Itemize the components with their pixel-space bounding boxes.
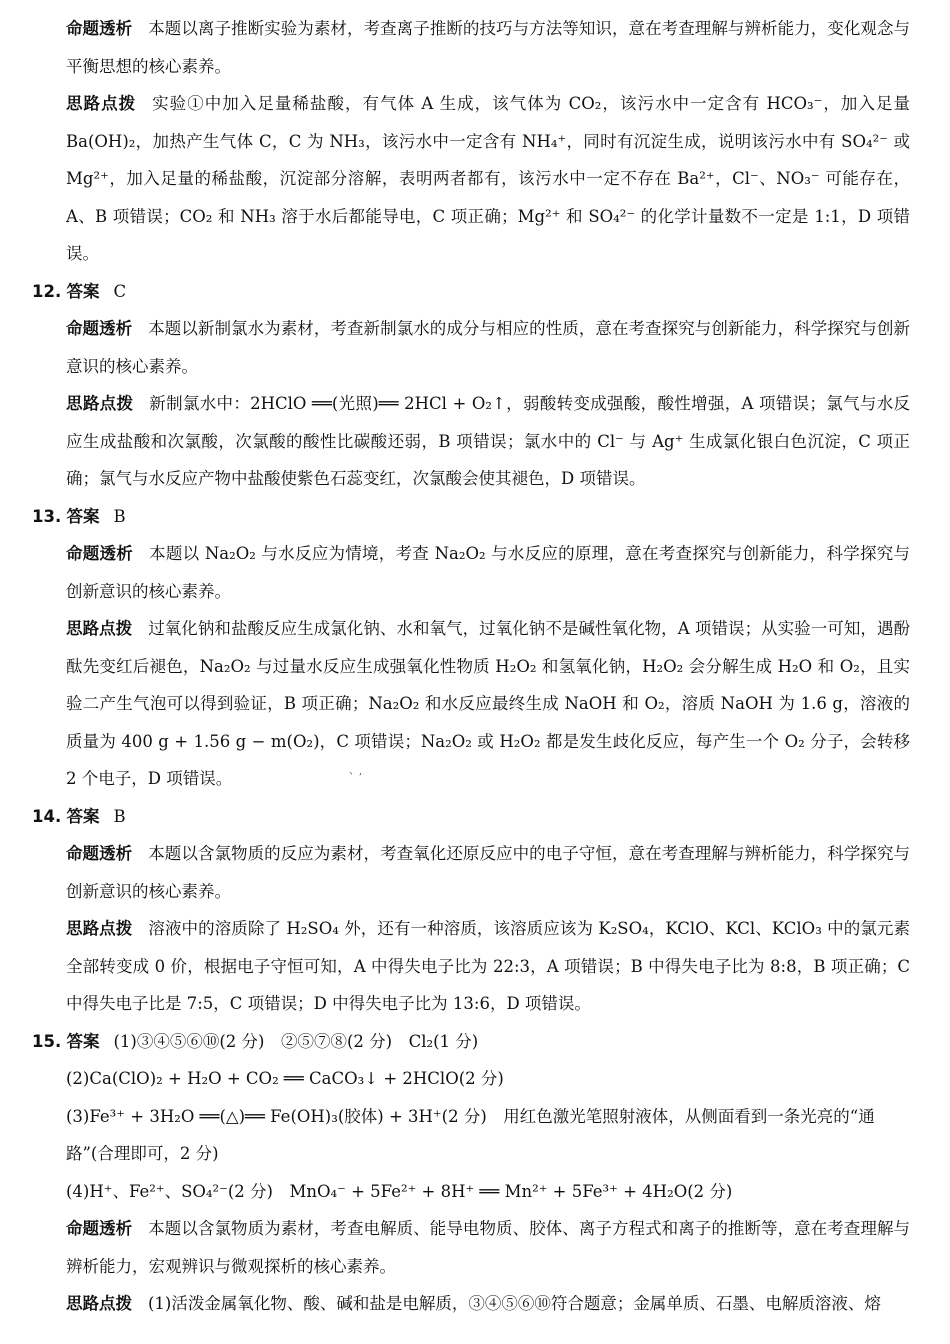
q14-answer: B bbox=[113, 806, 126, 826]
answer-label: 答案 bbox=[66, 506, 100, 526]
q11-intent-text: 本题以离子推断实验为素材，考查离子推断的技巧与方法等知识，意在考查理解与辨析能力，变化观念与平衡思想的核心素养。 bbox=[66, 19, 911, 76]
q15-intent-text: 本题以含氯物质为素材，考查电解质、能导电物质、胶体、离子方程式和离子的推断等，意在考查理解与辨析能力，宏观辨识与微观探析的核心素养。 bbox=[66, 1219, 911, 1276]
q12-number: 12. bbox=[32, 281, 62, 301]
q13-number: 13. bbox=[32, 506, 62, 526]
q13-answer-line bbox=[32, 498, 910, 536]
q15-hint-text: (1)活泼金属氧化物、酸、碱和盐是电解质，③④⑤⑥⑩符合题意；金属单质、石墨、电解质溶液、熔 bbox=[148, 1294, 881, 1313]
q12-hint-text: 新制氯水中：2HClO ══(光照)══ 2HCl + O₂↑，弱酸转变成强酸，酸性增强，A 项错误；氯气与水反应生成盐酸和次氯酸，次氯酸的酸性比碳酸还弱，B 项错误；氯水中的 Cl⁻ 与 Ag⁺ 生成氯化银白色沉淀，C 项正确；氯气与水反应产物中盐酸使紫色石蕊变红，次氯酸会使其褪色，D 项错误。 bbox=[66, 394, 911, 488]
answer-label: 答案 bbox=[66, 281, 100, 301]
intent-label: 命题透析 bbox=[66, 544, 134, 563]
q14-answer-line bbox=[32, 798, 910, 836]
q11-hint-text: 实验①中加入足量稀盐酸，有气体 A 生成，该气体为 CO₂，该污水中一定含有 HCO₃⁻，加入足量 Ba(OH)₂，加热产生气体 C，C 为 NH₃，该污水中一定含有 NH₄⁺，同时有沉淀生成，说明该污水中有 SO₄²⁻ 或 Mg²⁺，加入足量的稀盐酸，沉淀部分溶解，表明两者都有，该污水中一定不存在 Ba²⁺，Cl⁻、NO₃⁻ 可能存在，A、B 项错误；CO₂ 和 NH₃ 溶于水后都能导电，C 项正确；Mg²⁺ 和 SO₄²⁻ 的化学计量数不一定是 1:1，D 项错误。 bbox=[66, 94, 911, 263]
answer-label: 答案 bbox=[66, 806, 100, 826]
stray-mark: 、, bbox=[349, 766, 363, 777]
q14-intent-text: 本题以含氯物质的反应为素材，考查氧化还原反应中的电子守恒，意在考查理解与辨析能力，科学探究与创新意识的核心素养。 bbox=[66, 844, 911, 901]
intent-label: 命题透析 bbox=[66, 844, 133, 863]
q15-answer-1: (1)③④⑤⑥⑩(2 分) ②⑤⑦⑧(2 分) Cl₂(1 分) bbox=[113, 1031, 479, 1051]
q15-number: 15. bbox=[32, 1031, 62, 1051]
q13-answer: B bbox=[113, 506, 126, 526]
q13-intent bbox=[66, 535, 910, 610]
q15-intent bbox=[66, 1210, 910, 1285]
q11-hint bbox=[66, 85, 910, 273]
q15-hint bbox=[66, 1285, 910, 1323]
q14-hint-text: 溶液中的溶质除了 H₂SO₄ 外，还有一种溶质，该溶质应该为 K₂SO₄，KClO、KCl、KClO₃ 中的氯元素全部转变成 0 价，根据电子守恒可知，A 中得失电子比为 22:3，A 项错误；B 中得失电子比为 8:8，B 项正确；C 中得失电子比是 7:5，C 项错误；D 中得失电子比为 13:6，D 项错误。 bbox=[66, 919, 910, 1013]
q14-number: 14. bbox=[32, 806, 62, 826]
hint-label: 思路点拨 bbox=[66, 94, 137, 113]
q12-intent-text: 本题以新制氯水为素材，考查新制氯水的成分与相应的性质，意在考查探究与创新能力，科学探究与创新意识的核心素养。 bbox=[66, 319, 911, 376]
q13-hint bbox=[66, 610, 910, 798]
intent-label: 命题透析 bbox=[66, 19, 133, 38]
intent-label: 命题透析 bbox=[66, 319, 133, 338]
hint-label: 思路点拨 bbox=[66, 394, 134, 413]
hint-label: 思路点拨 bbox=[66, 1294, 132, 1313]
q14-intent bbox=[66, 835, 910, 910]
intent-label: 命题透析 bbox=[66, 1219, 133, 1238]
q12-answer: C bbox=[113, 281, 127, 301]
q15-answer-4: (4)H⁺、Fe²⁺、SO₄²⁻(2 分) MnO₄⁻ + 5Fe²⁺ + 8H⁺ ══ Mn²⁺ + 5Fe³⁺ + 4H₂O(2 分) bbox=[66, 1181, 733, 1201]
q11-intent bbox=[66, 10, 910, 85]
q12-answer-line bbox=[32, 273, 910, 311]
q15-answer-2: (2)Ca(ClO)₂ + H₂O + CO₂ ══ CaCO₃↓ + 2HClO(2 分) bbox=[66, 1069, 504, 1088]
q12-hint bbox=[66, 385, 910, 498]
q12-intent bbox=[66, 310, 910, 385]
q14-hint bbox=[66, 910, 910, 1023]
answer-label: 答案 bbox=[66, 1031, 100, 1051]
q15-answer-3: (3)Fe³⁺ + 3H₂O ══(△)══ Fe(OH)₃(胶体) + 3H⁺(2 分) 用红色激光笔照射液体，从侧面看到一条光亮的“通路”(合理即可，2 分) bbox=[66, 1106, 875, 1163]
q13-intent-text: 本题以 Na₂O₂ 与水反应为情境，考查 Na₂O₂ 与水反应的原理，意在考查探究与创新能力，科学探究与创新意识的核心素养。 bbox=[66, 544, 910, 601]
hint-label: 思路点拨 bbox=[66, 919, 133, 938]
hint-label: 思路点拨 bbox=[66, 619, 133, 638]
q13-hint-text: 过氧化钠和盐酸反应生成氯化钠、水和氧气，过氧化钠不是碱性氧化物，A 项错误；从实验一可知，遇酚酞先变红后褪色，Na₂O₂ 与过量水反应生成强氧化性物质 H₂O₂ 和氢氧化钠，H₂O₂ 会分解生成 H₂O 和 O₂，且实验二产生气泡可以得到验证，B 项正确；Na₂O₂ 和水反应最终生成 NaOH 和 O₂，溶质 NaOH 为 1.6 g，溶液的质量为 400 g + 1.56 g − m(O₂)，C 项错误；Na₂O₂ 或 H₂O₂ 都是发生歧化反应，每产生一个 O₂ 分子，会转移 2 个电子，D 项错误。 bbox=[66, 619, 911, 788]
q15-answer-line bbox=[32, 1023, 910, 1061]
